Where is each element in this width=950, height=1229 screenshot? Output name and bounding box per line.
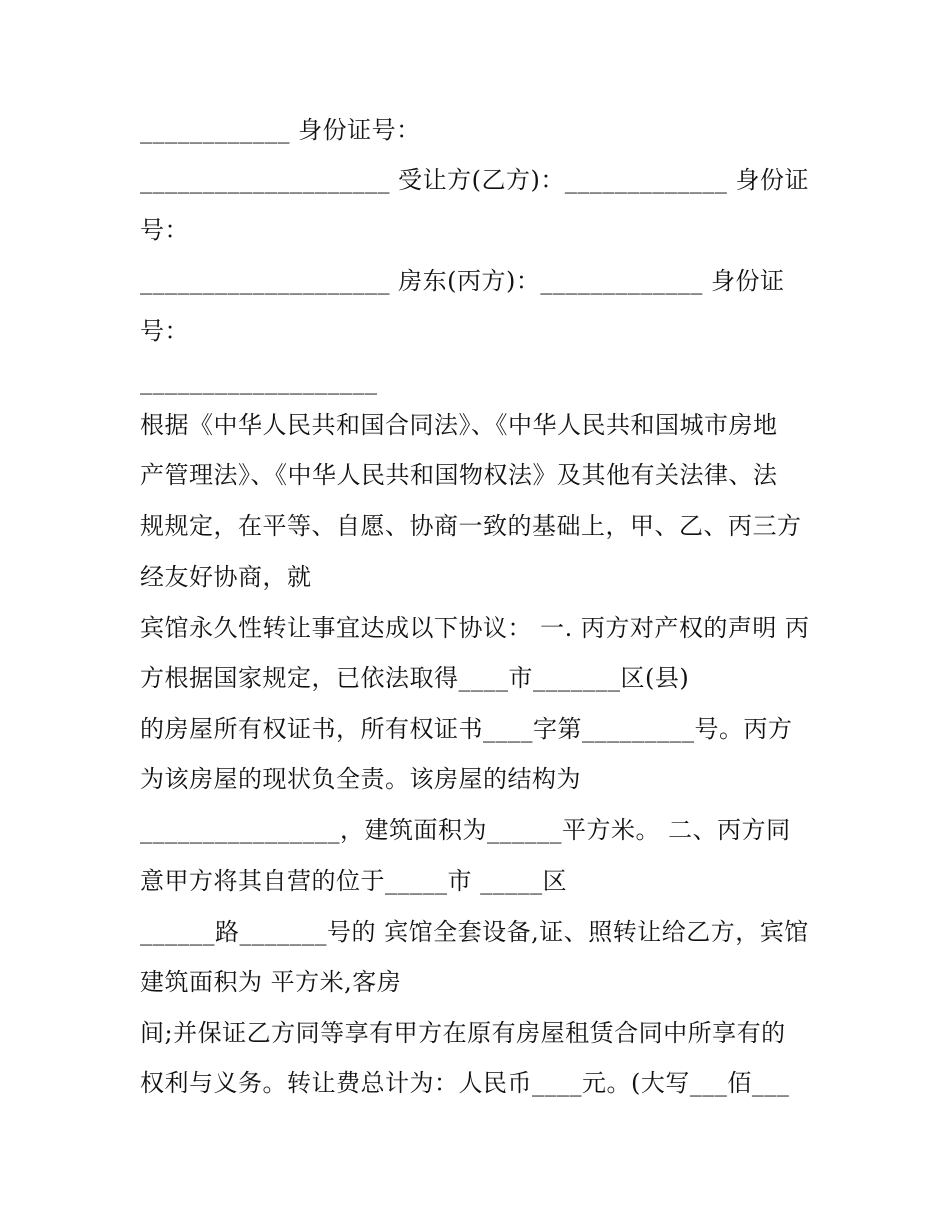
text-line: 权利与义务。转让费总计为：人民币____元。(大写___佰___ (140, 1069, 790, 1097)
text-line: 规规定，在平等、自愿、协商一致的基础上，甲、乙、丙三方 (140, 512, 802, 540)
text-line: ____________________ 房东(丙方)：_____________ 身份证 (140, 267, 785, 295)
text-line: 为该房屋的现状负全责。该房屋的结构为 (140, 765, 581, 793)
text-line: ____________ 身份证号： (140, 116, 421, 144)
text-line: ___________________ (140, 367, 378, 395)
text-line: 建筑面积为 平方米,客房 (140, 968, 402, 996)
text-line: ______路_______号的 宾馆全套设备,证、照转让给乙方，宾馆 (140, 918, 809, 946)
text-line: 号： (140, 317, 189, 345)
text-line: 方根据国家规定，已依法取得____市_______区(县) (140, 664, 690, 692)
text-line: 意甲方将其自营的位于_____市 _____区 (140, 867, 568, 895)
text-line: ____________________ 受让方(乙方)：_____________ 身份证 (140, 166, 809, 194)
text-line: ________________，建筑面积为______平方米。 二、丙方同 (140, 816, 791, 844)
text-line: 产管理法》、《中华人民共和国物权法》及其他有关法律、法 (140, 461, 778, 489)
text-line: 根据《中华人民共和国合同法》、《中华人民共和国城市房地 (140, 411, 778, 439)
text-line: 的房屋所有权证书，所有权证书____字第_________号。丙方 (140, 715, 793, 743)
text-line: 宾馆永久性转让事宜达成以下协议： 一. 丙方对产权的声明 丙 (140, 614, 810, 642)
text-line: 号： (140, 216, 189, 244)
text-line: 经友好协商，就 (140, 563, 312, 591)
text-line: 间;并保证乙方同等享有甲方在原有房屋租赁合同中所享有的 (140, 1019, 786, 1047)
